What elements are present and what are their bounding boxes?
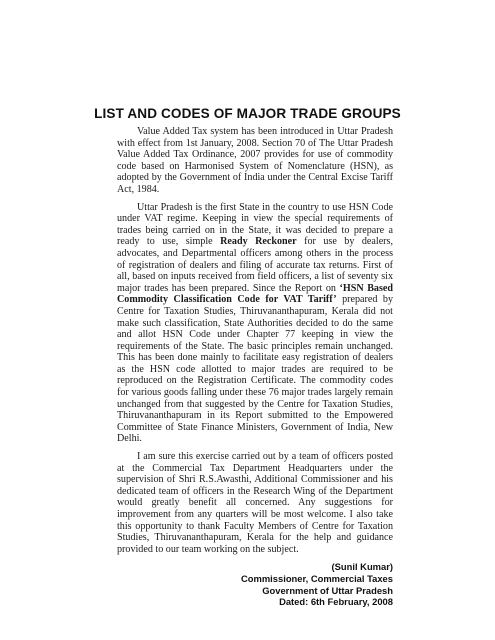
signatory-designation: Commissioner, Commercial Taxes	[241, 572, 393, 584]
paragraph-text: prepared by Centre for Taxation Studies, Thiruvananthapuram, Kerala did not make such classification, State Authorities decided to do the same and allot HSN Code under Chapter 77 keeping in view the requirements of the State. The basic principles remain unchanged. This has been done mainly to facilitate easy registration of dealers as the HSN code allotted to major trades are required to be reproduced on the Registration Certificate. The commodity codes for various goods falling under these 76 major trades largely remain unchanged from that suggested by the Centre for Taxation Studies, Thiruvananthapuram in its Report submitted to the Empowered Committee of State Finance Ministers, Government of India, New Delhi.	[117, 294, 393, 445]
document-body	[117, 126, 393, 608]
paragraph-text: for use by dealers, advocates, and Departmental officers among others in the process of registration of dealers and filing of accurate tax returns. First of all, based on inputs received from field officers, a list of seventy six major trades has been prepared. Since the Report on	[117, 236, 393, 294]
signatory-name: (Sunil Kumar)	[331, 561, 393, 573]
paragraph-text: Uttar Pradesh is the first State in the country to use HSN Code under VAT regime. Keeping in view the special requirements of trades being carried on in the State, it was decided to prepare a ready to use, simple	[117, 201, 393, 248]
paragraph-acknowledgement: I am sure this exercise carried out by a team of officers posted at the Commercial Tax Department Headquarters under the supervision of Shri R.S.Awasthi, Additional Commissioner and his dedicated team of officers in the Research Wing of the Department would greatly benefit all concerned. Any suggestions for improvement from any quarters will be most welcome. I also take this opportunity to thank Faculty Members of Centre for Taxation Studies, Thiruvananthapuram, Kerala for the help and guidance provided to our team working on the subject.	[117, 451, 393, 555]
page-title: LIST AND CODES OF MAJOR TRADE GROUPS	[94, 106, 401, 121]
paragraph-intro: Value Added Tax system has been introduced in Uttar Pradesh with effect from 1st January, 2008. Section 70 of The Uttar Pradesh Value Added Tax Ordinance, 2007 provides for use of commodity code based on Harmonised System of Nomenclature (HSN), as adopted by the Government of India under the Central Excise Tariff Act, 1984.	[117, 126, 393, 195]
ready-reckoner-emphasis: Ready Reckoner	[220, 236, 297, 248]
signature-date: Dated: 6th February, 2008	[279, 596, 393, 608]
signature-block	[117, 561, 393, 607]
report-title-emphasis: ‘HSN Based Commodity Classification Code for VAT Tariff’	[117, 282, 393, 306]
paragraph-hsn-details	[117, 202, 393, 445]
signatory-government: Government of Uttar Pradesh	[262, 584, 393, 596]
